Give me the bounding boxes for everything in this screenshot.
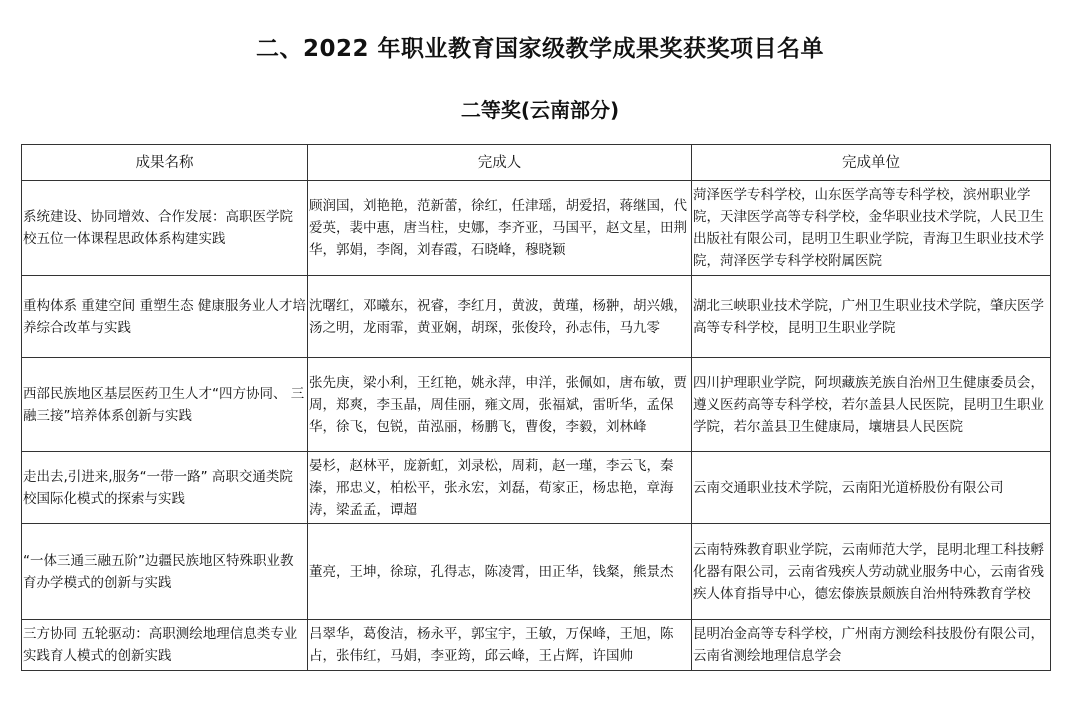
document-title: 二、2022 年职业教育国家级教学成果奖获奖项目名单 [255,36,825,62]
contributors-cell: 张先庚，梁小利，王红艳，姚永萍，申洋，张佩如，唐布敏，贾周，郑爽，李玉晶，周佳丽，雍文周，张福斌，雷昕华，孟保华，徐飞，包锐，苗泓丽，杨鹏飞，曹俊，李毅，刘林峰 [308,358,692,452]
achievement-name-cell: 走出去,引进来,服务“一带一路” 高职交通类院校国际化模式的探索与实践 [22,452,308,524]
contributors-cell: 吕翠华，葛俊洁，杨永平，郭宝宇，王敏，万保峰，王旭，陈占，张伟红，马娟，李亚筠，邱云峰，王占辉，许国帅 [308,620,692,671]
contributors-cell: 晏杉，赵林平，庞新虹，刘录松，周莉，赵一瑾，李云飞，秦溱，邢忠义，柏松平，张永宏，刘磊，荀家正，杨忠艳，章海涛，梁孟孟，谭超 [308,452,692,524]
awards-table [21,144,1051,671]
achievement-name-cell: 重构体系 重建空间 重塑生态 健康服务业人才培养综合改革与实践 [22,276,308,358]
header-achievement-name: 成果名称 [22,145,308,181]
header-institutions: 完成单位 [692,145,1051,181]
institutions-cell: 湖北三峡职业技术学院，广州卫生职业技术学院，肇庆医学高等专科学校，昆明卫生职业学院 [692,276,1051,358]
achievement-name-cell: 三方协同 五轮驱动：高职测绘地理信息类专业实践育人模式的创新实践 [22,620,308,671]
achievement-name-cell: 西部民族地区基层医药卫生人才“四方协同、 三融三接”培养体系创新与实践 [22,358,308,452]
table-row [22,276,1051,358]
header-contributors: 完成人 [308,145,692,181]
table-row [22,452,1051,524]
table-row [22,181,1051,276]
table-row [22,358,1051,452]
contributors-cell: 顾润国，刘艳艳，范新蕾，徐红，任津瑶，胡爱招，蒋继国，代爱英，裴中惠，唐当柱，史娜，李齐亚，马国平，赵文星，田荆华，郭娟，李阁，刘春霞，石晓峰，穆晓颖 [308,181,692,276]
institutions-cell: 云南特殊教育职业学院，云南师范大学，昆明北理工科技孵化器有限公司，云南省残疾人劳动就业服务中心，云南省残疾人体育指导中心，德宏傣族景颇族自治州特殊教育学校 [692,524,1051,620]
contributors-cell: 董亮，王坤，徐琼，孔得志，陈凌霄，田正华，钱粲，熊景杰 [308,524,692,620]
institutions-cell: 菏泽医学专科学校，山东医学高等专科学校，滨州职业学院，天津医学高等专科学校，金华职业技术学院，人民卫生出版社有限公司，昆明卫生职业学院，青海卫生职业技术学院，菏泽医学专科学校附属医院 [692,181,1051,276]
contributors-cell: 沈曙红，邓曦东，祝睿，李红月，黄波，黄瑾，杨翀，胡兴娥，汤之明，龙雨霏，黄亚娴，胡琛，张俊玲，孙志伟，马九零 [308,276,692,358]
table-row [22,524,1051,620]
achievement-name-cell: 系统建设、协同增效、合作发展：高职医学院校五位一体课程思政体系构建实践 [22,181,308,276]
institutions-cell: 昆明冶金高等专科学校，广州南方测绘科技股份有限公司，云南省测绘地理信息学会 [692,620,1051,671]
document-subtitle: 二等奖(云南部分) [460,98,620,122]
table-header-row [22,145,1051,181]
institutions-cell: 四川护理职业学院，阿坝藏族羌族自治州卫生健康委员会，遵义医药高等专科学校，若尔盖县人民医院，昆明卫生职业学院，若尔盖县卫生健康局，壤塘县人民医院 [692,358,1051,452]
table-row [22,620,1051,671]
achievement-name-cell: “一体三通三融五阶”边疆民族地区特殊职业教育办学模式的创新与实践 [22,524,308,620]
institutions-cell: 云南交通职业技术学院，云南阳光道桥股份有限公司 [692,452,1051,524]
